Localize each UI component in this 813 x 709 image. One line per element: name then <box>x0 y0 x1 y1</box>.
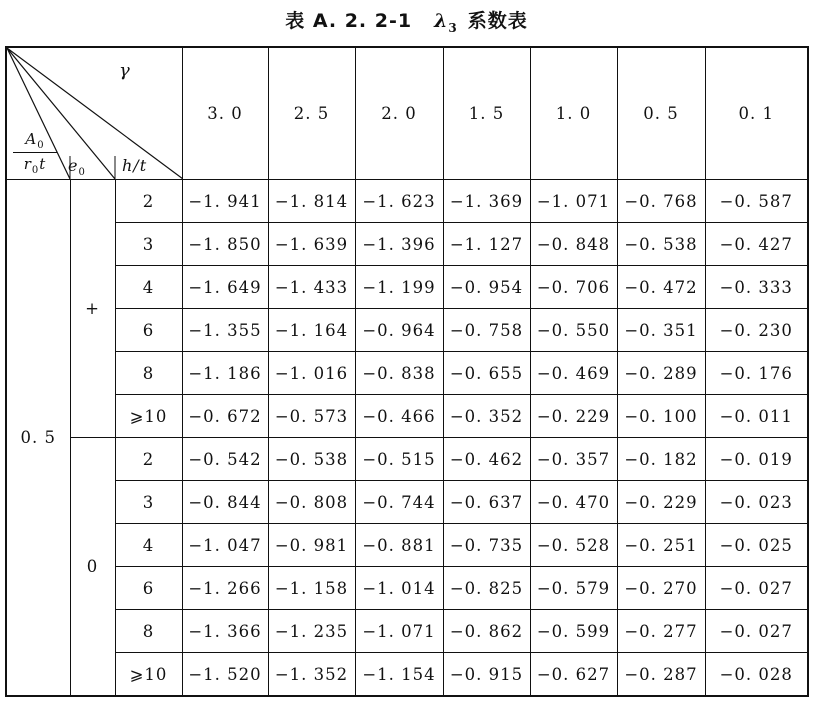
ht-cell: 2 <box>115 180 182 223</box>
table-row <box>6 438 808 481</box>
table-row <box>6 481 808 524</box>
value-cell: −1. 366 <box>182 610 268 653</box>
value-cell: −0. 027 <box>705 610 808 653</box>
value-cell: −1. 266 <box>182 567 268 610</box>
table-caption <box>0 6 813 35</box>
table-row <box>6 352 808 395</box>
value-cell: −0. 637 <box>443 481 530 524</box>
value-cell: −0. 019 <box>705 438 808 481</box>
value-cell: −0. 229 <box>530 395 617 438</box>
value-cell: −0. 744 <box>355 481 443 524</box>
table-row <box>6 266 808 309</box>
gamma-col-header: 0. 1 <box>705 47 808 180</box>
ht-cell: 4 <box>115 266 182 309</box>
corner-cell <box>6 47 182 180</box>
ht-cell: 6 <box>115 567 182 610</box>
value-cell: −0. 954 <box>443 266 530 309</box>
ht-cell: ⩾10 <box>115 395 182 438</box>
table-row <box>6 395 808 438</box>
value-cell: −0. 011 <box>705 395 808 438</box>
value-cell: −0. 655 <box>443 352 530 395</box>
value-cell: −1. 127 <box>443 223 530 266</box>
value-cell: −1. 199 <box>355 266 443 309</box>
ratio-label <box>13 130 57 176</box>
gamma-col-header: 1. 5 <box>443 47 530 180</box>
table-row <box>6 653 808 697</box>
ht-label: h/t <box>122 156 148 175</box>
value-cell: −1. 396 <box>355 223 443 266</box>
gamma-label: γ <box>119 60 131 81</box>
value-cell: −0. 808 <box>268 481 355 524</box>
ratio-den-letter-b: t <box>39 155 47 173</box>
value-cell: −0. 333 <box>705 266 808 309</box>
value-cell: −1. 352 <box>268 653 355 697</box>
value-cell: −0. 251 <box>617 524 705 567</box>
value-cell: −1. 071 <box>530 180 617 223</box>
value-cell: −0. 462 <box>443 438 530 481</box>
value-cell: −0. 287 <box>617 653 705 697</box>
caption-prefix: 表 A. 2. 2-1 <box>285 10 413 32</box>
value-cell: −0. 538 <box>617 223 705 266</box>
value-cell: −0. 579 <box>530 567 617 610</box>
gamma-col-header: 0. 5 <box>617 47 705 180</box>
value-cell: −0. 844 <box>182 481 268 524</box>
value-cell: −0. 352 <box>443 395 530 438</box>
value-cell: −1. 186 <box>182 352 268 395</box>
value-cell: −0. 706 <box>530 266 617 309</box>
ratio-numerator <box>13 130 57 153</box>
gamma-col-header: 1. 0 <box>530 47 617 180</box>
value-cell: −1. 520 <box>182 653 268 697</box>
value-cell: −1. 016 <box>268 352 355 395</box>
value-cell: −0. 981 <box>268 524 355 567</box>
value-cell: −0. 023 <box>705 481 808 524</box>
value-cell: −0. 515 <box>355 438 443 481</box>
value-cell: −0. 469 <box>530 352 617 395</box>
coefficient-table <box>5 46 809 697</box>
value-cell: −0. 100 <box>617 395 705 438</box>
value-cell: −0. 357 <box>530 438 617 481</box>
header-row <box>6 47 808 180</box>
value-cell: −0. 028 <box>705 653 808 697</box>
value-cell: −0. 848 <box>530 223 617 266</box>
value-cell: −0. 768 <box>617 180 705 223</box>
value-cell: −0. 270 <box>617 567 705 610</box>
value-cell: −0. 466 <box>355 395 443 438</box>
value-cell: −0. 427 <box>705 223 808 266</box>
table-row <box>6 180 808 223</box>
value-cell: −0. 825 <box>443 567 530 610</box>
value-cell: −1. 814 <box>268 180 355 223</box>
value-cell: −0. 672 <box>182 395 268 438</box>
value-cell: −0. 550 <box>530 309 617 352</box>
value-cell: −0. 881 <box>355 524 443 567</box>
value-cell: −0. 587 <box>705 180 808 223</box>
value-cell: −1. 164 <box>268 309 355 352</box>
value-cell: −0. 182 <box>617 438 705 481</box>
e0-letter: e <box>68 156 79 175</box>
value-cell: −1. 235 <box>268 610 355 653</box>
gamma-col-header: 2. 0 <box>355 47 443 180</box>
value-cell: −1. 014 <box>355 567 443 610</box>
value-cell: −0. 277 <box>617 610 705 653</box>
table-row <box>6 567 808 610</box>
ratio-num-sub: 0 <box>37 140 45 151</box>
value-cell: −1. 355 <box>182 309 268 352</box>
caption-symbol <box>434 10 458 35</box>
value-cell: −0. 528 <box>530 524 617 567</box>
ht-cell: 2 <box>115 438 182 481</box>
ht-cell: ⩾10 <box>115 653 182 697</box>
value-cell: −0. 964 <box>355 309 443 352</box>
table-row <box>6 309 808 352</box>
ht-cell: 3 <box>115 223 182 266</box>
e0-sub: 0 <box>78 167 86 179</box>
value-cell: −1. 639 <box>268 223 355 266</box>
ratio-den-letter: r <box>23 155 32 173</box>
value-cell: −1. 071 <box>355 610 443 653</box>
ht-cell: 4 <box>115 524 182 567</box>
value-cell: −1. 154 <box>355 653 443 697</box>
value-cell: −0. 758 <box>443 309 530 352</box>
value-cell: −0. 289 <box>617 352 705 395</box>
e0-label <box>68 158 86 178</box>
value-cell: −1. 369 <box>443 180 530 223</box>
value-cell: −0. 351 <box>617 309 705 352</box>
value-cell: −1. 433 <box>268 266 355 309</box>
ht-cell: 3 <box>115 481 182 524</box>
value-cell: −0. 838 <box>355 352 443 395</box>
ratio-den-sub: 0 <box>31 165 40 176</box>
value-cell: −1. 158 <box>268 567 355 610</box>
value-cell: −0. 230 <box>705 309 808 352</box>
value-cell: −0. 538 <box>268 438 355 481</box>
value-cell: −0. 915 <box>443 653 530 697</box>
value-cell: −0. 470 <box>530 481 617 524</box>
e0-sign-cell: 0 <box>70 438 115 697</box>
table-row <box>6 223 808 266</box>
caption-suffix: 系数表 <box>467 10 528 32</box>
value-cell: −0. 472 <box>617 266 705 309</box>
table-row <box>6 610 808 653</box>
ht-cell: 8 <box>115 352 182 395</box>
value-cell: −1. 850 <box>182 223 268 266</box>
value-cell: −0. 599 <box>530 610 617 653</box>
value-cell: −1. 047 <box>182 524 268 567</box>
value-cell: −0. 229 <box>617 481 705 524</box>
value-cell: −1. 623 <box>355 180 443 223</box>
ht-cell: 8 <box>115 610 182 653</box>
value-cell: −0. 862 <box>443 610 530 653</box>
table-row <box>6 524 808 567</box>
ratio-value-cell: 0. 5 <box>6 180 70 697</box>
value-cell: −1. 941 <box>182 180 268 223</box>
value-cell: −0. 573 <box>268 395 355 438</box>
ratio-denominator <box>13 153 57 176</box>
ht-cell: 6 <box>115 309 182 352</box>
gamma-col-header: 2. 5 <box>268 47 355 180</box>
value-cell: −0. 025 <box>705 524 808 567</box>
e0-sign-cell: + <box>70 180 115 438</box>
value-cell: −0. 735 <box>443 524 530 567</box>
value-cell: −0. 027 <box>705 567 808 610</box>
value-cell: −0. 627 <box>530 653 617 697</box>
ratio-num-letter: A <box>25 130 38 148</box>
value-cell: −0. 542 <box>182 438 268 481</box>
gamma-col-header: 3. 0 <box>182 47 268 180</box>
caption-symbol-letter: λ <box>434 10 449 32</box>
value-cell: −1. 649 <box>182 266 268 309</box>
caption-symbol-sub: 3 <box>448 20 458 35</box>
value-cell: −0. 176 <box>705 352 808 395</box>
